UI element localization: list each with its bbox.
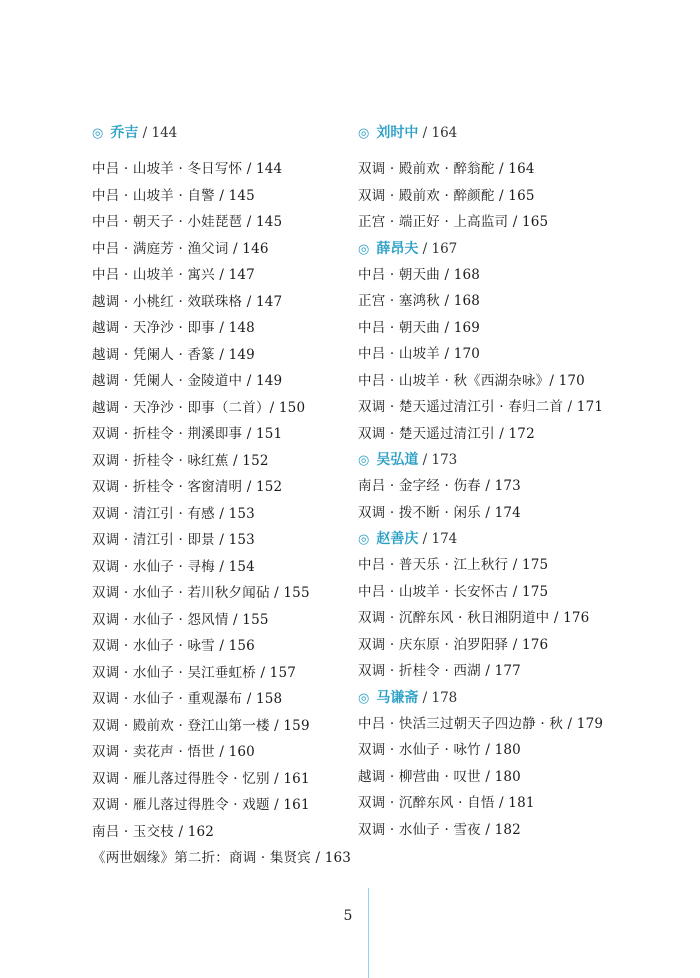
toc-right-column [358, 120, 658, 843]
toc-entry[interactable]: 中吕 · 山坡羊 / 170 [358, 346, 481, 362]
toc-entry[interactable]: 越调 · 天净沙 · 即事（二首）/ 150 [92, 399, 306, 416]
toc-entry[interactable]: 双调 · 沉醉东风 · 自悟 / 181 [358, 795, 535, 811]
toc-entry[interactable]: 中吕 · 山坡羊 · 长安怀古 / 175 [358, 583, 549, 600]
author-name: 刘时中 [376, 125, 419, 141]
author-heading [358, 447, 658, 473]
author-page-number: / 178 [418, 689, 458, 706]
author-name: 薛昂夫 [376, 240, 419, 257]
author-page-number: / 144 [138, 125, 178, 141]
toc-entry[interactable]: 南吕 · 金字经 · 伤春 / 173 [358, 478, 521, 494]
author-name: 吴弘道 [376, 452, 419, 468]
toc-entry[interactable]: 双调 · 殿前欢 · 登江山第一楼 / 159 [92, 717, 310, 734]
toc-entry[interactable]: 越调 · 凭阑人 · 金陵道中 / 149 [92, 373, 283, 389]
toc-entry[interactable]: 双调 · 拨不断 · 闲乐 / 174 [358, 504, 521, 521]
page-divider-rule [368, 888, 369, 978]
toc-entry[interactable]: 双调 · 水仙子 · 重观瀑布 / 158 [92, 691, 283, 707]
page-number: 5 [343, 908, 353, 924]
toc-entry[interactable]: 中吕 · 山坡羊 · 自警 / 145 [92, 187, 255, 204]
author-heading [92, 120, 357, 146]
toc-entry[interactable]: 南吕 · 玉交枝 / 162 [92, 823, 215, 840]
toc-entry[interactable]: 中吕 · 山坡羊 · 秋《西湖杂咏》/ 170 [358, 372, 585, 389]
toc-entry[interactable]: 双调 · 水仙子 · 若川秋夕闻砧 / 155 [92, 585, 310, 601]
toc-entry[interactable]: 双调 · 沉醉东风 · 秋日湘阴道中 / 176 [358, 610, 590, 626]
toc-entry[interactable]: 双调 · 水仙子 · 寻梅 / 154 [92, 558, 255, 575]
bullet-icon: ◎ [358, 690, 370, 706]
author-heading [358, 120, 658, 146]
toc-entry[interactable]: 双调 · 殿前欢 · 醉翁酡 / 164 [358, 161, 535, 177]
toc-entry[interactable]: 双调 · 庆东原 · 泊罗阳驿 / 176 [358, 636, 549, 653]
toc-entry[interactable]: 中吕 · 山坡羊 · 寓兴 / 147 [92, 267, 255, 283]
toc-entry[interactable]: 双调 · 清江引 · 有感 / 153 [92, 505, 255, 522]
toc-entry[interactable]: 中吕 · 满庭芳 · 渔父词 / 146 [92, 240, 269, 257]
toc-entry[interactable]: 越调 · 天净沙 · 即事 / 148 [92, 320, 255, 336]
bullet-icon: ◎ [358, 453, 370, 468]
bullet-icon: ◎ [358, 241, 370, 257]
section-gap [358, 146, 658, 156]
toc-entry[interactable]: 双调 · 折桂令 · 客窗清明 / 152 [92, 479, 283, 495]
toc-entry[interactable]: 中吕 · 朝天子 · 小娃琵琶 / 145 [92, 214, 283, 230]
toc-entry[interactable]: 中吕 · 山坡羊 · 冬日写怀 / 144 [92, 161, 283, 177]
toc-entry[interactable]: 双调 · 卖花声 · 悟世 / 160 [92, 744, 255, 760]
toc-entry[interactable]: 双调 · 楚天遥过清江引 / 172 [358, 425, 535, 442]
toc-entry[interactable]: 双调 · 折桂令 · 西湖 / 177 [358, 663, 521, 679]
author-heading [358, 526, 658, 552]
toc-entry[interactable]: 《两世姻缘》第二折：商调 · 集贤宾 / 163 [92, 850, 352, 866]
toc-entry[interactable]: 双调 · 折桂令 · 咏红蕉 / 152 [92, 452, 269, 469]
author-page-number: / 173 [418, 452, 458, 468]
author-name: 马谦斋 [376, 689, 419, 706]
toc-entry[interactable]: 双调 · 水仙子 · 雪夜 / 182 [358, 821, 521, 838]
toc-entry[interactable]: 中吕 · 朝天曲 / 168 [358, 266, 481, 283]
toc-entry[interactable]: 双调 · 雁儿落过得胜令 · 忆别 / 161 [92, 770, 310, 787]
bullet-icon: ◎ [358, 126, 370, 141]
toc-entry[interactable]: 越调 · 凭阑人 · 香篆 / 149 [92, 346, 255, 363]
author-name: 乔吉 [110, 125, 139, 141]
toc-entry[interactable]: 双调 · 殿前欢 · 醉颜酡 / 165 [358, 187, 535, 204]
toc-entry[interactable]: 双调 · 雁儿落过得胜令 · 戏题 / 161 [92, 797, 310, 813]
toc-entry[interactable]: 双调 · 水仙子 · 咏竹 / 180 [358, 742, 521, 758]
toc-entry[interactable]: 中吕 · 普天乐 · 江上秋行 / 175 [358, 557, 549, 573]
toc-entry[interactable]: 双调 · 水仙子 · 咏雪 / 156 [92, 638, 255, 654]
bullet-icon: ◎ [92, 126, 104, 141]
toc-entry[interactable]: 双调 · 折桂令 · 荆溪即事 / 151 [92, 426, 283, 442]
bullet-icon: ◎ [358, 532, 370, 547]
author-name: 赵善庆 [376, 531, 419, 547]
toc-entry[interactable]: 中吕 · 朝天曲 / 169 [358, 319, 481, 336]
toc-entry[interactable]: 越调 · 小桃红 · 效联珠格 / 147 [92, 293, 283, 310]
author-heading [358, 236, 658, 262]
toc-left-column [92, 120, 357, 872]
toc-entry[interactable]: 正宫 · 塞鸿秋 / 168 [358, 293, 481, 309]
toc-entry[interactable]: 越调 · 柳营曲 · 叹世 / 180 [358, 768, 521, 785]
toc-entry[interactable]: 正宫 · 端正好 · 上高监司 / 165 [358, 214, 549, 230]
toc-entry[interactable]: 双调 · 楚天遥过清江引 · 春归二首 / 171 [358, 399, 604, 415]
toc-entry[interactable]: 双调 · 水仙子 · 怨风情 / 155 [92, 611, 269, 628]
toc-entry[interactable]: 双调 · 清江引 · 即景 / 153 [92, 532, 255, 548]
toc-entry[interactable]: 双调 · 水仙子 · 吴江垂虹桥 / 157 [92, 664, 297, 681]
author-page-number: / 174 [418, 531, 458, 547]
author-page-number: / 164 [418, 125, 458, 141]
author-heading [358, 685, 658, 711]
author-page-number: / 167 [418, 240, 458, 257]
toc-entry[interactable]: 中吕 · 快活三过朝天子四边静 · 秋 / 179 [358, 715, 604, 732]
section-gap [92, 146, 357, 156]
